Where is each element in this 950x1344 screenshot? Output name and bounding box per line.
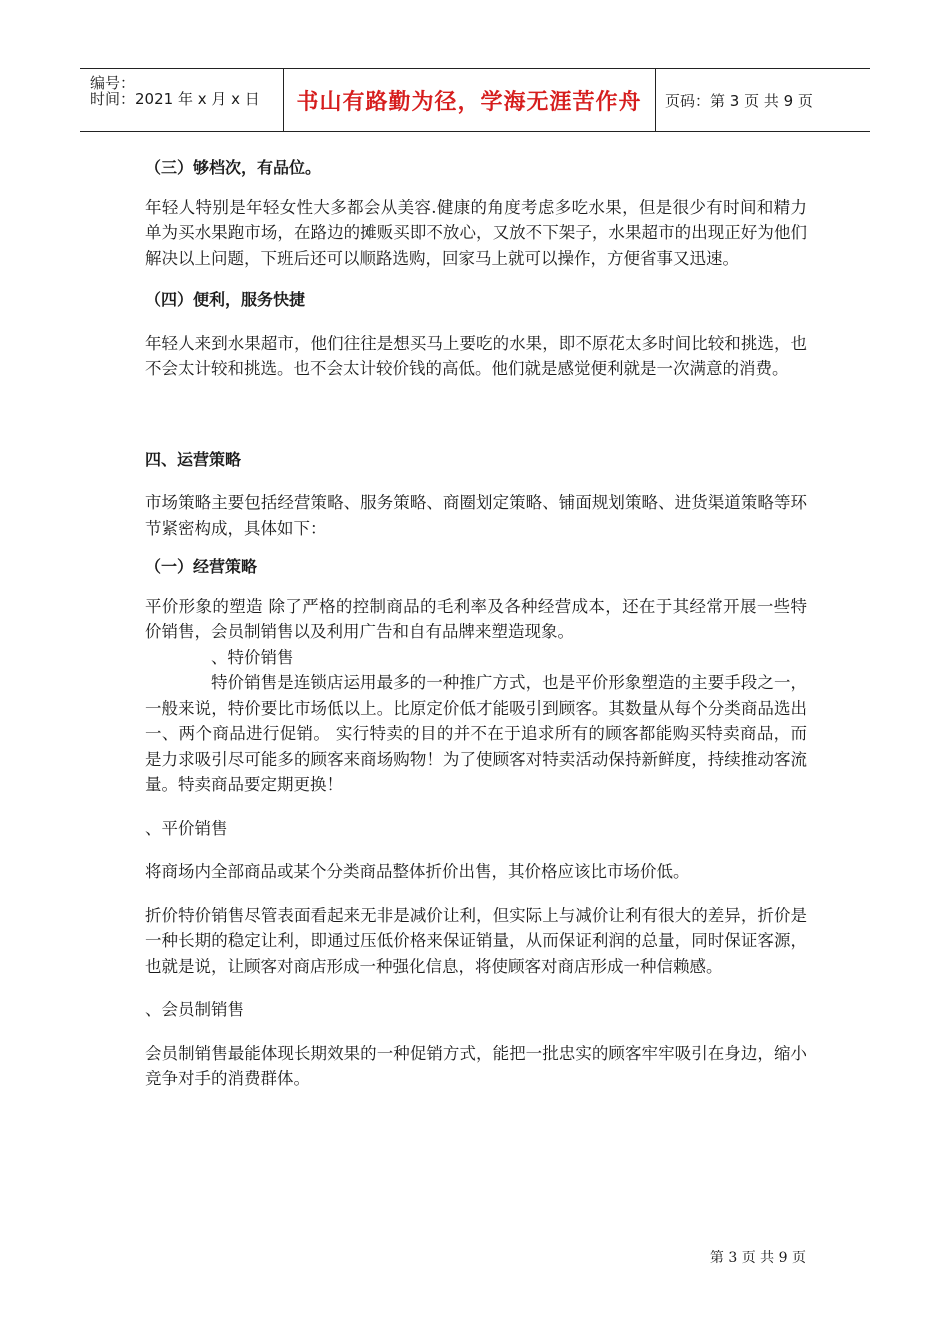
section-heading: （一）经营策略 bbox=[145, 557, 258, 576]
header-page-code: 页码：第 3 页 共 9 页 bbox=[665, 91, 813, 110]
paragraph: 特价销售是连锁店运用最多的一种推广方式，也是平价形象塑造的主要手段之一，一般来说，特价要比市场低以上。比原定价低才能吸引到顾客。其数量从每个分类商品选出一、两个商品进行促销。 实行特卖的目的并不在于追求所有的顾客都能购买特卖商品，而是力求吸引尽可能多的顾客来商场购物！为了使顾客对特卖活动保持新鲜度，持续推动客流量。特卖商品要定期更换！ bbox=[145, 673, 807, 794]
header-motto: 书山有路勤为径，学海无涯苦作舟 bbox=[283, 69, 656, 131]
section-heading: 四、运营策略 bbox=[145, 449, 242, 469]
paragraph: 年轻人特别是年轻女性大多都会从美容.健康的角度考虑多吃水果，但是很少有时间和精力单为买水果跑市场，在路边的摊贩买即不放心，又放不下架子，水果超市的出现正好为他们解决以上问题，下班后还可以顺路选购，回家马上就可以操作，方便省事又迅速。 bbox=[145, 197, 807, 268]
document-body bbox=[145, 140, 807, 1092]
list-item-label: 、会员制销售 bbox=[145, 1000, 244, 1019]
page-header bbox=[80, 68, 870, 132]
section-heading: （三）够档次，有品位。 bbox=[145, 158, 322, 177]
paragraph: 年轻人来到水果超市，他们往往是想买马上要吃的水果，即不原花太多时间比较和挑选，也不会太计较和挑选。也不会太计较价钱的高低。他们就是感觉便利就是一次满意的消费。 bbox=[145, 333, 807, 378]
section-heading: （四）便利，服务快捷 bbox=[145, 290, 306, 309]
page-footer: 第 3 页 共 9 页 bbox=[709, 1250, 806, 1266]
paragraph: 平价形象的塑造 除了严格的控制商品的毛利率及各种经营成本，还在于其经常开展一些特价销售，会员制销售以及利用广告和自有品牌来塑造现象。 bbox=[145, 596, 807, 641]
list-item-label: 、平价销售 bbox=[145, 818, 228, 838]
paragraph: 将商场内全部商品或某个分类商品整体折价出售，其价格应该比市场价低。 bbox=[145, 862, 690, 881]
paragraph: 会员制销售最能体现长期效果的一种促销方式，能把一批忠实的顾客牢牢吸引在身边，缩小竞争对手的消费群体。 bbox=[145, 1043, 807, 1088]
code-label: 编号： bbox=[90, 74, 136, 92]
list-item-label: 、特价销售 bbox=[211, 647, 294, 667]
header-meta bbox=[80, 69, 284, 131]
paragraph: 折价特价销售尽管表面看起来无非是减价让利，但实际上与减价让利有很大的差异，折价是一种长期的稳定让利，即通过压低价格来保证销量，从而保证利润的总量，同时保证客源，也就是说，让顾客对商店形成一种强化信息，将使顾客对商店形成一种信赖感。 bbox=[145, 905, 807, 976]
date-line: 时间：2021 年 x 月 x 日 bbox=[90, 90, 260, 108]
paragraph: 市场策略主要包括经营策略、服务策略、商圈划定策略、铺面规划策略、进货渠道策略等环节紧密构成，具体如下： bbox=[145, 493, 807, 538]
